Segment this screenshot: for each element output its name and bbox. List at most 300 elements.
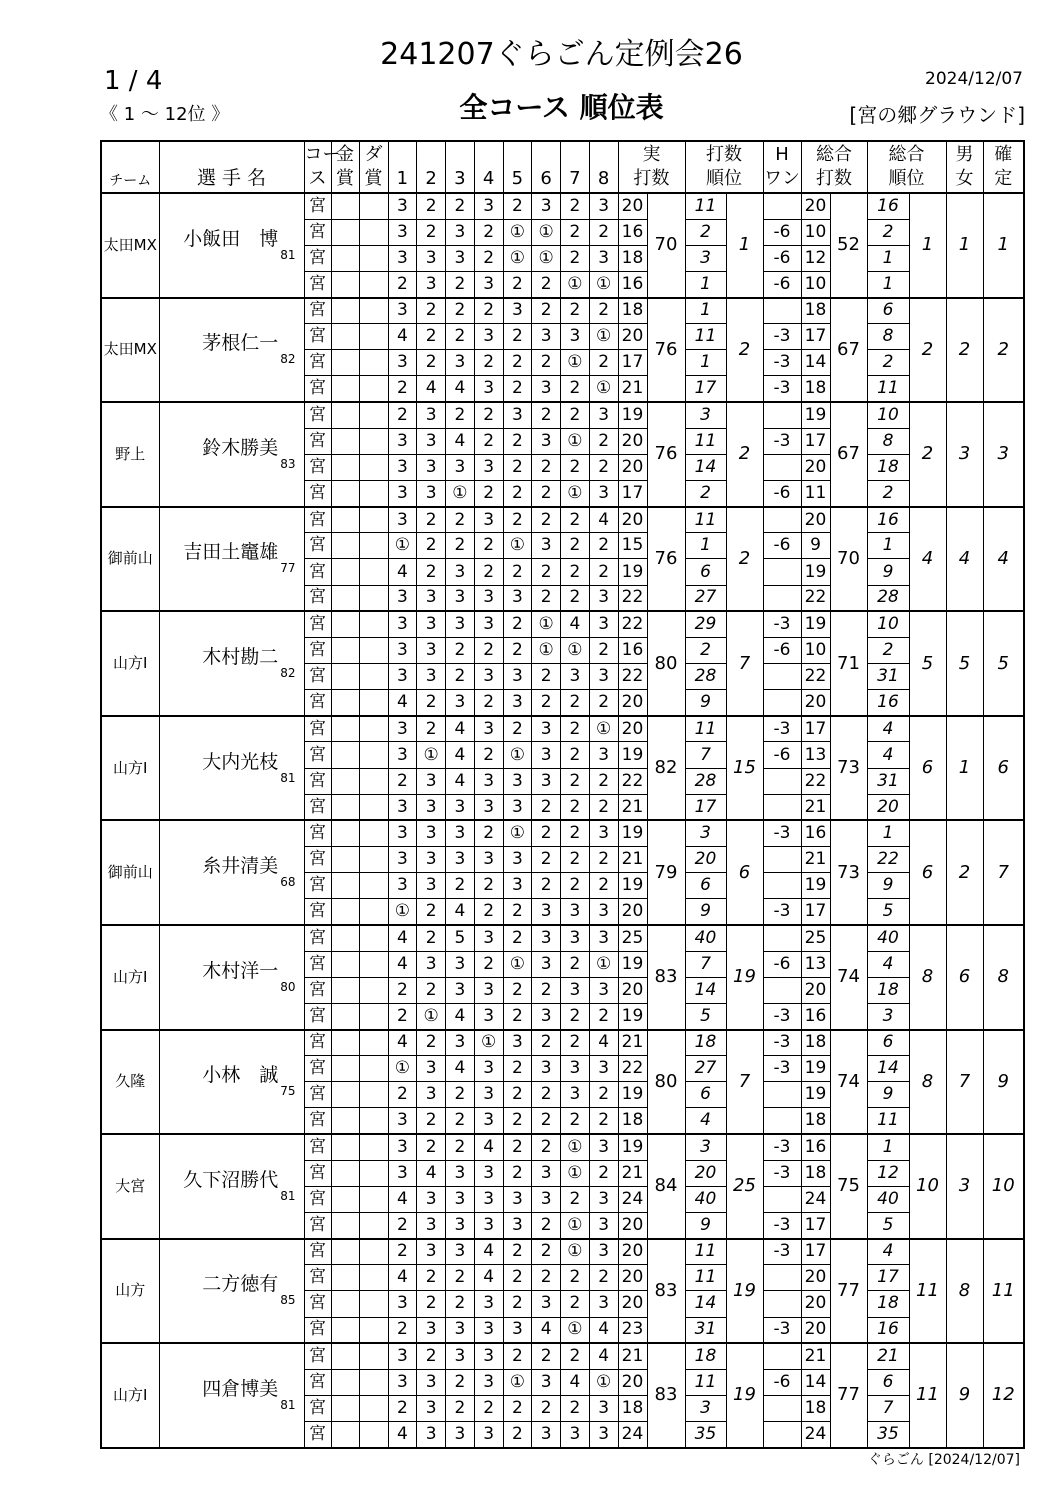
hole-in-one-bonus: -3 bbox=[763, 1317, 801, 1343]
hole-5-score: 2 bbox=[503, 716, 532, 742]
player-name: 糸井清美 bbox=[202, 855, 279, 878]
document-title: 241207ぐらごん定例会26 bbox=[380, 37, 743, 72]
adjusted-round-rank: 14 bbox=[867, 1056, 909, 1082]
hole-3-score: 4 bbox=[446, 376, 475, 402]
hole-4-score: 3 bbox=[474, 768, 503, 794]
hole-7-score: 2 bbox=[561, 376, 590, 402]
hole-7-score: 3 bbox=[561, 899, 590, 925]
gold-award-cell bbox=[331, 873, 359, 899]
print-date: 2024/12/07 bbox=[925, 69, 1023, 89]
hole-in-one-bonus: -3 bbox=[763, 1134, 801, 1160]
overall-strokes-total: 73 bbox=[830, 716, 867, 821]
round-stroke-rank: 11 bbox=[685, 716, 726, 742]
hole-5-score: 2 bbox=[503, 193, 532, 219]
round-stroke-rank: 20 bbox=[685, 847, 726, 873]
hole-6-score: 2 bbox=[532, 847, 561, 873]
hole-8-score: 2 bbox=[589, 298, 618, 324]
round-total: 21 bbox=[618, 1160, 647, 1186]
hole-8-score: 2 bbox=[589, 454, 618, 480]
round-stroke-rank: 9 bbox=[685, 899, 726, 925]
hole-5-score: 3 bbox=[503, 664, 532, 690]
player-age: 81 bbox=[280, 247, 296, 262]
hole-in-one-bonus: -3 bbox=[763, 899, 801, 925]
round-total: 20 bbox=[618, 507, 647, 533]
hole-2-score: 2 bbox=[417, 1291, 446, 1317]
hole-4-score: 3 bbox=[474, 271, 503, 297]
gold-award-cell bbox=[331, 454, 359, 480]
hole-7-score: 2 bbox=[561, 716, 590, 742]
hole-3-score: 2 bbox=[446, 324, 475, 350]
overall-rank: 2 bbox=[909, 298, 946, 403]
hole-3-score: 3 bbox=[446, 585, 475, 611]
player-age: 68 bbox=[280, 875, 296, 890]
adjusted-round-score: 19 bbox=[801, 402, 830, 428]
hole-4-score: 3 bbox=[474, 193, 503, 219]
adjusted-round-score: 25 bbox=[801, 925, 830, 951]
adjusted-round-score: 10 bbox=[801, 637, 830, 663]
hole-7-score: ① bbox=[561, 271, 590, 297]
hole-1-score: 3 bbox=[388, 245, 417, 271]
hole-1-score: 4 bbox=[388, 559, 417, 585]
adjusted-round-score: 9 bbox=[801, 533, 830, 559]
round-total: 16 bbox=[618, 271, 647, 297]
course-cell: 宮 bbox=[304, 1056, 331, 1082]
hole-7-score: 2 bbox=[561, 1030, 590, 1056]
hole-7-score: ① bbox=[561, 1160, 590, 1186]
hole-in-one-bonus bbox=[763, 847, 801, 873]
round-stroke-rank: 11 bbox=[685, 1369, 726, 1395]
overall-rank: 5 bbox=[909, 611, 946, 716]
da-award-cell bbox=[359, 533, 388, 559]
hole-8-score: 2 bbox=[589, 690, 618, 716]
hole-in-one-bonus: -6 bbox=[763, 1369, 801, 1395]
hole-7-score: 2 bbox=[561, 1108, 590, 1134]
overall-strokes-total: 52 bbox=[830, 193, 867, 298]
hole-8-header: 8 bbox=[589, 141, 618, 193]
hole-4-score: 4 bbox=[474, 1265, 503, 1291]
hole-3-score: 3 bbox=[446, 1317, 475, 1343]
gender-rank: 1 bbox=[946, 716, 983, 821]
hole-5-score: ① bbox=[503, 820, 532, 846]
round-row bbox=[101, 820, 1024, 846]
hole-4-score: 3 bbox=[474, 1291, 503, 1317]
hole-2-score: 2 bbox=[417, 219, 446, 245]
hole-in-one-bonus bbox=[763, 507, 801, 533]
hole-8-score: 2 bbox=[589, 219, 618, 245]
hole-1-score: 3 bbox=[388, 1369, 417, 1395]
round-stroke-rank: 9 bbox=[685, 1212, 726, 1238]
round-total: 22 bbox=[618, 1056, 647, 1082]
player-name: 久下沼勝代 bbox=[183, 1168, 279, 1191]
results-body bbox=[101, 193, 1024, 1448]
hole-3-score: 2 bbox=[446, 1134, 475, 1160]
hole-4-score: 2 bbox=[474, 637, 503, 663]
overall-strokes-total: 75 bbox=[830, 1134, 867, 1239]
stroke-rank: 19 bbox=[726, 1239, 763, 1344]
course-cell: 宮 bbox=[304, 1030, 331, 1056]
adjusted-round-rank: 6 bbox=[867, 1369, 909, 1395]
hole-7-score: 2 bbox=[561, 298, 590, 324]
adjusted-round-score: 13 bbox=[801, 951, 830, 977]
round-stroke-rank: 27 bbox=[685, 1056, 726, 1082]
da-award-cell bbox=[359, 245, 388, 271]
hole-2-score: 2 bbox=[417, 324, 446, 350]
team-cell: 山方 bbox=[101, 1239, 159, 1344]
hole-5-header: 5 bbox=[503, 141, 532, 193]
hole-2-score: 3 bbox=[417, 1056, 446, 1082]
hole-8-score: 3 bbox=[589, 1212, 618, 1238]
hole-4-score: 3 bbox=[474, 454, 503, 480]
hole-6-score: 2 bbox=[532, 585, 561, 611]
hole-1-score: 2 bbox=[388, 768, 417, 794]
hole-7-score: ① bbox=[561, 1239, 590, 1265]
round-stroke-rank: 6 bbox=[685, 559, 726, 585]
hole-2-score: 2 bbox=[417, 559, 446, 585]
round-total: 18 bbox=[618, 1395, 647, 1421]
adjusted-round-rank: 16 bbox=[867, 507, 909, 533]
venue-label: [宮の郷グラウンド] bbox=[849, 103, 1025, 127]
hole-6-score: 2 bbox=[532, 402, 561, 428]
actual-strokes-total: 83 bbox=[647, 1343, 685, 1448]
hole-1-score: 3 bbox=[388, 1343, 417, 1369]
hole-4-score: 3 bbox=[474, 1422, 503, 1448]
hole-7-score: 2 bbox=[561, 454, 590, 480]
hole-4-score: 2 bbox=[474, 533, 503, 559]
hole-3-score: 3 bbox=[446, 847, 475, 873]
da-award-cell bbox=[359, 611, 388, 637]
round-total: 19 bbox=[618, 1134, 647, 1160]
hole-5-score: 2 bbox=[503, 611, 532, 637]
round-stroke-rank: 28 bbox=[685, 664, 726, 690]
hole-8-score: 3 bbox=[589, 1291, 618, 1317]
hole-4-score: 3 bbox=[474, 1343, 503, 1369]
adjusted-round-rank: 4 bbox=[867, 1239, 909, 1265]
hole-5-score: 2 bbox=[503, 1343, 532, 1369]
da-award-cell bbox=[359, 1030, 388, 1056]
hole-4-score: 2 bbox=[474, 690, 503, 716]
hole-in-one-bonus bbox=[763, 1186, 801, 1212]
round-total: 20 bbox=[618, 1239, 647, 1265]
course-cell: 宮 bbox=[304, 1422, 331, 1448]
hole-8-score: 3 bbox=[589, 1239, 618, 1265]
hole-2-score: ① bbox=[417, 1003, 446, 1029]
da-award-cell bbox=[359, 1317, 388, 1343]
hole-5-score: 3 bbox=[503, 1030, 532, 1056]
team-cell: 野上 bbox=[101, 402, 159, 507]
overall-strokes-total: 70 bbox=[830, 507, 867, 612]
gold-award-cell bbox=[331, 794, 359, 820]
hole-7-score: 3 bbox=[561, 1082, 590, 1108]
hole-4-score: 2 bbox=[474, 899, 503, 925]
hole-2-score: 3 bbox=[417, 245, 446, 271]
hole-4-score: 2 bbox=[474, 820, 503, 846]
hole-1-score: ① bbox=[388, 533, 417, 559]
adjusted-round-score: 12 bbox=[801, 245, 830, 271]
gold-award-cell bbox=[331, 611, 359, 637]
hole-4-score: 2 bbox=[474, 559, 503, 585]
round-total: 21 bbox=[618, 847, 647, 873]
gender-rank: 5 bbox=[946, 611, 983, 716]
hole-3-score: 4 bbox=[446, 768, 475, 794]
hole-7-score: 2 bbox=[561, 1186, 590, 1212]
gold-award-cell bbox=[331, 1265, 359, 1291]
adjusted-round-rank: 35 bbox=[867, 1422, 909, 1448]
final-rank: 8 bbox=[983, 925, 1024, 1030]
round-total: 21 bbox=[618, 1343, 647, 1369]
team-cell: 大宮 bbox=[101, 1134, 159, 1239]
gold-award-cell bbox=[331, 768, 359, 794]
hole-2-score: 3 bbox=[417, 585, 446, 611]
hole-1-score: 3 bbox=[388, 1160, 417, 1186]
actual-strokes-total: 80 bbox=[647, 611, 685, 716]
hole-5-score: 2 bbox=[503, 324, 532, 350]
hole-6-score: 3 bbox=[532, 768, 561, 794]
da-award-cell bbox=[359, 637, 388, 663]
adjusted-round-score: 18 bbox=[801, 1160, 830, 1186]
hole-5-score: 3 bbox=[503, 768, 532, 794]
hole-6-score: 3 bbox=[532, 742, 561, 768]
hole-1-score: 3 bbox=[388, 664, 417, 690]
hole-in-one-bonus bbox=[763, 193, 801, 219]
adjusted-round-score: 18 bbox=[801, 1030, 830, 1056]
course-cell: 宮 bbox=[304, 977, 331, 1003]
hole-8-score: 3 bbox=[589, 977, 618, 1003]
overall-rank: 8 bbox=[909, 1030, 946, 1135]
course-cell: 宮 bbox=[304, 664, 331, 690]
round-total: 20 bbox=[618, 1265, 647, 1291]
hole-3-score: 2 bbox=[446, 1369, 475, 1395]
adjusted-round-rank: 18 bbox=[867, 977, 909, 1003]
adjusted-round-score: 21 bbox=[801, 847, 830, 873]
hole-8-score: 3 bbox=[589, 925, 618, 951]
adjusted-round-rank: 10 bbox=[867, 402, 909, 428]
hole-4-score: 4 bbox=[474, 1239, 503, 1265]
adjusted-round-rank: 16 bbox=[867, 1317, 909, 1343]
round-total: 17 bbox=[618, 350, 647, 376]
da-award-cell bbox=[359, 1108, 388, 1134]
final-rank: 10 bbox=[983, 1134, 1024, 1239]
hole-6-score: 3 bbox=[532, 716, 561, 742]
overall-strokes-total: 67 bbox=[830, 402, 867, 507]
da-award-cell bbox=[359, 1056, 388, 1082]
gold-award-cell bbox=[331, 664, 359, 690]
hole-in-one-bonus bbox=[763, 690, 801, 716]
da-award-cell bbox=[359, 847, 388, 873]
hole-3-score: 3 bbox=[446, 820, 475, 846]
overall-rank-header: 総合 順位 bbox=[867, 141, 946, 193]
final-rank: 11 bbox=[983, 1239, 1024, 1344]
hole-8-score: 3 bbox=[589, 1422, 618, 1448]
gold-award-cell bbox=[331, 847, 359, 873]
hole-1-score: 2 bbox=[388, 402, 417, 428]
hole-1-score: 4 bbox=[388, 1422, 417, 1448]
hole-1-score: 2 bbox=[388, 376, 417, 402]
hole-4-score: 3 bbox=[474, 1186, 503, 1212]
course-cell: 宮 bbox=[304, 533, 331, 559]
hole-1-score: 2 bbox=[388, 271, 417, 297]
gender-rank: 4 bbox=[946, 507, 983, 612]
hole-3-score: 2 bbox=[446, 873, 475, 899]
round-total: 20 bbox=[618, 977, 647, 1003]
player-name: 木村洋一 bbox=[202, 959, 279, 982]
hole-2-score: 2 bbox=[417, 193, 446, 219]
hole-6-score: 3 bbox=[532, 1186, 561, 1212]
hole-7-score: 2 bbox=[561, 193, 590, 219]
adjusted-round-rank: 9 bbox=[867, 873, 909, 899]
hole-1-score: 4 bbox=[388, 925, 417, 951]
hole-2-score: 3 bbox=[417, 454, 446, 480]
hole-1-score: 3 bbox=[388, 481, 417, 507]
hole-6-score: 2 bbox=[532, 481, 561, 507]
adjusted-round-score: 20 bbox=[801, 1291, 830, 1317]
da-award-cell bbox=[359, 873, 388, 899]
gold-award-cell bbox=[331, 507, 359, 533]
gold-award-cell bbox=[331, 271, 359, 297]
gold-award-cell bbox=[331, 533, 359, 559]
gender-rank: 6 bbox=[946, 925, 983, 1030]
player-age: 82 bbox=[280, 352, 296, 367]
hole-7-score: 2 bbox=[561, 533, 590, 559]
course-cell: 宮 bbox=[304, 1317, 331, 1343]
hole-4-score: 2 bbox=[474, 742, 503, 768]
course-cell: 宮 bbox=[304, 376, 331, 402]
overall-strokes-total: 67 bbox=[830, 298, 867, 403]
course-cell: 宮 bbox=[304, 873, 331, 899]
course-cell: 宮 bbox=[304, 193, 331, 219]
gold-award-cell bbox=[331, 481, 359, 507]
gold-award-cell bbox=[331, 402, 359, 428]
hole-5-score: 2 bbox=[503, 428, 532, 454]
course-cell: 宮 bbox=[304, 690, 331, 716]
hole-1-score: 2 bbox=[388, 1212, 417, 1238]
stroke-rank: 2 bbox=[726, 298, 763, 403]
hole-1-score: 3 bbox=[388, 454, 417, 480]
hole-6-score: 3 bbox=[532, 1056, 561, 1082]
hole-8-score: 3 bbox=[589, 820, 618, 846]
round-stroke-rank: 1 bbox=[685, 298, 726, 324]
overall-rank: 1 bbox=[909, 193, 946, 298]
hole-in-one-bonus bbox=[763, 794, 801, 820]
adjusted-round-rank: 11 bbox=[867, 1108, 909, 1134]
final-rank: 3 bbox=[983, 402, 1024, 507]
hole-6-score: 3 bbox=[532, 1291, 561, 1317]
adjusted-round-score: 22 bbox=[801, 664, 830, 690]
da-award-cell bbox=[359, 1186, 388, 1212]
hole-8-score: 2 bbox=[589, 768, 618, 794]
hole-5-score: ① bbox=[503, 742, 532, 768]
adjusted-round-rank: 7 bbox=[867, 1395, 909, 1421]
player-age: 80 bbox=[280, 979, 296, 994]
hole-2-score: 3 bbox=[417, 1212, 446, 1238]
adjusted-round-rank: 6 bbox=[867, 298, 909, 324]
hole-8-score: 3 bbox=[589, 193, 618, 219]
player-name-cell bbox=[159, 1030, 304, 1135]
hole-8-score: 4 bbox=[589, 1317, 618, 1343]
final-rank: 9 bbox=[983, 1030, 1024, 1135]
adjusted-round-score: 21 bbox=[801, 794, 830, 820]
adjusted-round-rank: 4 bbox=[867, 716, 909, 742]
hole-4-score: 2 bbox=[474, 481, 503, 507]
gold-award-cell bbox=[331, 742, 359, 768]
hole-7-score: ① bbox=[561, 1134, 590, 1160]
hole-2-score: 3 bbox=[417, 1422, 446, 1448]
adjusted-round-rank: 9 bbox=[867, 1082, 909, 1108]
adjusted-round-rank: 10 bbox=[867, 611, 909, 637]
hole-4-score: 3 bbox=[474, 794, 503, 820]
round-stroke-rank: 3 bbox=[685, 820, 726, 846]
hole-in-one-bonus bbox=[763, 977, 801, 1003]
hole-in-one-bonus bbox=[763, 664, 801, 690]
hole-8-score: 2 bbox=[589, 350, 618, 376]
round-row bbox=[101, 193, 1024, 219]
round-row bbox=[101, 716, 1024, 742]
hole-5-score: 3 bbox=[503, 1317, 532, 1343]
adjusted-round-rank: 1 bbox=[867, 271, 909, 297]
round-total: 21 bbox=[618, 1030, 647, 1056]
hole-in-one-bonus: -3 bbox=[763, 1239, 801, 1265]
da-award-cell bbox=[359, 820, 388, 846]
hole-3-score: 2 bbox=[446, 1291, 475, 1317]
hole-5-score: 3 bbox=[503, 402, 532, 428]
hole-3-score: 4 bbox=[446, 899, 475, 925]
da-award-cell bbox=[359, 350, 388, 376]
da-award-cell bbox=[359, 481, 388, 507]
actual-strokes-total: 84 bbox=[647, 1134, 685, 1239]
hole-8-score: 3 bbox=[589, 245, 618, 271]
hole-6-score: 4 bbox=[532, 1317, 561, 1343]
round-total: 20 bbox=[618, 899, 647, 925]
hole-2-score: 3 bbox=[417, 820, 446, 846]
hole-2-score: 2 bbox=[417, 507, 446, 533]
hole-in-one-bonus: -3 bbox=[763, 376, 801, 402]
hole-2-score: 2 bbox=[417, 350, 446, 376]
hole-5-score: ① bbox=[503, 1369, 532, 1395]
course-cell: 宮 bbox=[304, 1239, 331, 1265]
final-rank-header: 確 定 bbox=[983, 141, 1024, 193]
gold-award-cell bbox=[331, 716, 359, 742]
hole-1-header: 1 bbox=[388, 141, 417, 193]
round-total: 22 bbox=[618, 585, 647, 611]
adjusted-round-rank: 40 bbox=[867, 1186, 909, 1212]
hole-8-score: 2 bbox=[589, 637, 618, 663]
hole-3-score: 3 bbox=[446, 1422, 475, 1448]
adjusted-round-score: 19 bbox=[801, 559, 830, 585]
hole-2-score: 2 bbox=[417, 533, 446, 559]
round-total: 18 bbox=[618, 1108, 647, 1134]
course-cell: 宮 bbox=[304, 1134, 331, 1160]
adjusted-round-score: 20 bbox=[801, 507, 830, 533]
stroke-rank: 6 bbox=[726, 820, 763, 925]
hole-6-score: 2 bbox=[532, 1212, 561, 1238]
hole-4-score: 3 bbox=[474, 925, 503, 951]
player-name: 吉田土竈雄 bbox=[183, 541, 279, 564]
overall-strokes-total: 77 bbox=[830, 1239, 867, 1344]
hole-5-score: 3 bbox=[503, 1212, 532, 1238]
round-total: 23 bbox=[618, 1317, 647, 1343]
overall-rank: 6 bbox=[909, 716, 946, 821]
da-award-cell bbox=[359, 768, 388, 794]
hole-6-score: 2 bbox=[532, 1030, 561, 1056]
da-award-cell bbox=[359, 742, 388, 768]
hole-5-score: 3 bbox=[503, 847, 532, 873]
actual-strokes-total: 83 bbox=[647, 925, 685, 1030]
hole-7-score: 2 bbox=[561, 951, 590, 977]
course-cell: 宮 bbox=[304, 298, 331, 324]
gold-award-cell bbox=[331, 1003, 359, 1029]
hole-7-score: ① bbox=[561, 1212, 590, 1238]
adjusted-round-score: 16 bbox=[801, 820, 830, 846]
stroke-rank: 7 bbox=[726, 611, 763, 716]
